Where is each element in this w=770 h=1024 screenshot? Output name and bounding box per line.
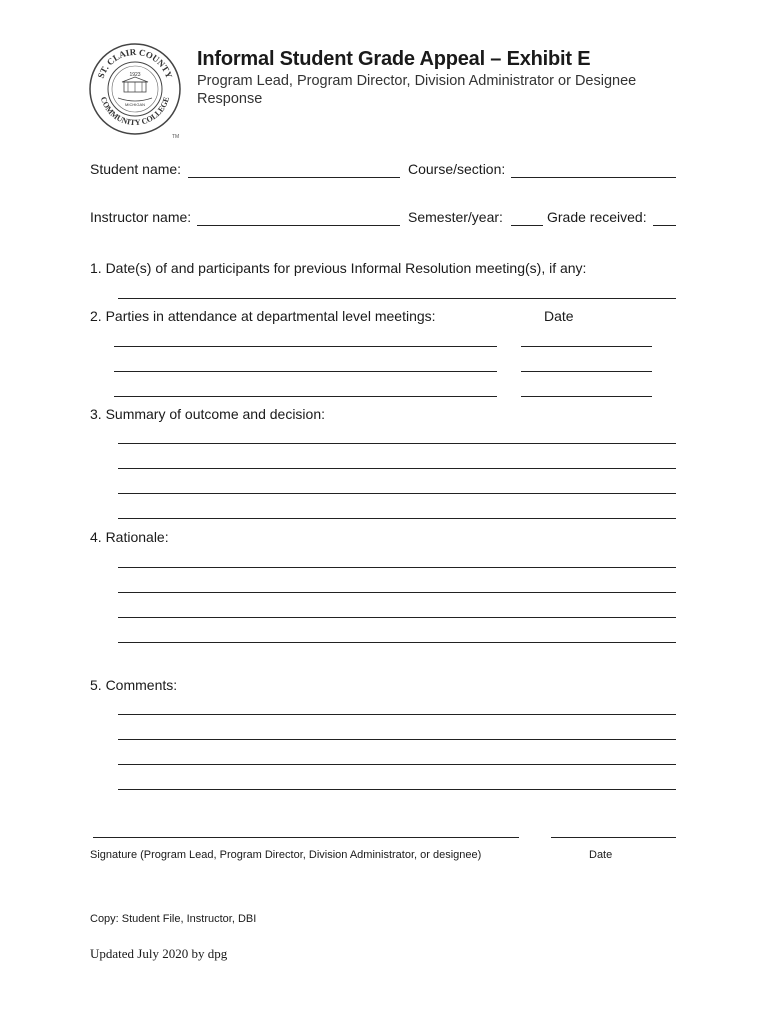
copy-note: Copy: Student File, Instructor, DBI <box>90 913 257 925</box>
seal-state: MICHIGAN <box>125 102 145 107</box>
grade-received-label: Grade received: <box>547 209 647 225</box>
instructor-name-label: Instructor name: <box>90 209 192 225</box>
semester-year-label: Semester/year: <box>408 209 503 225</box>
seal-trademark: TM <box>172 134 180 140</box>
q3-answer-line[interactable] <box>118 468 676 469</box>
q4-answer-line[interactable] <box>118 592 676 593</box>
question-4: 4. Rationale: <box>90 529 169 545</box>
q2-date-line[interactable] <box>521 396 652 397</box>
q2-date-header: Date <box>544 308 574 324</box>
q3-answer-line[interactable] <box>118 443 676 444</box>
q1-answer-line[interactable] <box>118 298 676 299</box>
q5-answer-line[interactable] <box>118 789 676 790</box>
college-seal-logo <box>88 42 182 140</box>
seal-bottom-text: COMMUNITY COLLEGE <box>98 95 172 128</box>
q2-date-line[interactable] <box>521 371 652 372</box>
form-title: Informal Student Grade Appeal – Exhibit E <box>197 48 591 70</box>
q2-party-line[interactable] <box>114 346 497 347</box>
form-subtitle: Program Lead, Program Director, Division Administrator or Designee Response <box>197 73 637 107</box>
question-5: 5. Comments: <box>90 677 178 693</box>
q4-answer-line[interactable] <box>118 567 676 568</box>
student-name-field[interactable] <box>188 177 400 178</box>
signature-date-line[interactable] <box>551 837 676 838</box>
question-1: 1. Date(s) of and participants for previous Informal Resolution meeting(s), if any: <box>90 260 587 276</box>
instructor-name-field[interactable] <box>197 225 400 226</box>
signature-line[interactable] <box>93 837 519 838</box>
grade-received-field[interactable] <box>653 225 676 226</box>
seal-year: 1923 <box>129 72 141 78</box>
q4-answer-line[interactable] <box>118 617 676 618</box>
q5-answer-line[interactable] <box>118 739 676 740</box>
course-section-field[interactable] <box>511 177 676 178</box>
seal-top-text: ST. CLAIR COUNTY <box>95 46 175 80</box>
svg-text:COMMUNITY COLLEGE <box>99 96 171 128</box>
course-section-label: Course/section: <box>408 161 506 177</box>
q3-answer-line[interactable] <box>118 493 676 494</box>
q5-answer-line[interactable] <box>118 714 676 715</box>
q3-answer-line[interactable] <box>118 518 676 519</box>
q4-answer-line[interactable] <box>118 642 676 643</box>
student-name-label: Student name: <box>90 161 182 177</box>
q2-date-line[interactable] <box>521 346 652 347</box>
q2-party-line[interactable] <box>114 371 497 372</box>
updated-note: Updated July 2020 by dpg <box>90 946 228 961</box>
q2-party-line[interactable] <box>114 396 497 397</box>
signature-label: Signature (Program Lead, Program Director, Division Administrator, or designee) <box>90 849 482 861</box>
question-3: 3. Summary of outcome and decision: <box>90 406 326 422</box>
signature-date-label: Date <box>589 849 613 861</box>
q5-answer-line[interactable] <box>118 764 676 765</box>
semester-year-field[interactable] <box>511 225 543 226</box>
question-2: 2. Parties in attendance at departmental level meetings: <box>90 308 436 324</box>
